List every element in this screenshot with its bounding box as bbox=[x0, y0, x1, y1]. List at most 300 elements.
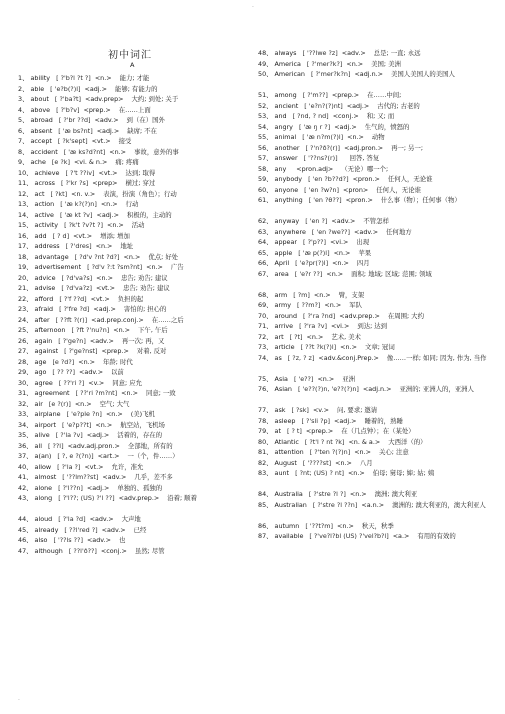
entry-meaning: 到达; 达到 bbox=[357, 322, 388, 330]
entry-meaning: 一（个，件……） bbox=[127, 452, 179, 460]
entry-phonetic: [ ?'t ??iv] bbox=[65, 168, 95, 177]
entry-word: as bbox=[274, 353, 282, 362]
entry-number: 63、 bbox=[258, 227, 273, 236]
entry-word: afraid bbox=[34, 305, 54, 313]
entry-word: attention bbox=[274, 448, 304, 456]
entry-phonetic: [ 'æ kt ?v] bbox=[59, 210, 93, 219]
entry-phonetic: [ 'e?p??t] bbox=[61, 420, 92, 429]
entry-number: 33、 bbox=[18, 410, 33, 418]
vocab-entry bbox=[18, 273, 244, 284]
entry-meaning: 忠告; 劝告; 建议 bbox=[120, 273, 168, 282]
entry-meaning: 允许，准允 bbox=[111, 462, 144, 471]
entry-part-of-speech: <prep.> bbox=[101, 347, 129, 355]
entry-number: 27、 bbox=[18, 347, 33, 355]
entry-word: afford bbox=[34, 294, 54, 303]
entry-part-of-speech: <n.> bbox=[354, 448, 371, 456]
entry-phonetic: [ ?'ge?n] bbox=[58, 336, 86, 345]
entry-number: 81、 bbox=[258, 448, 273, 456]
entry-part-of-speech: <vt.> bbox=[84, 462, 104, 471]
entry-meaning: 亚洲 bbox=[342, 374, 356, 383]
entry-word: answer bbox=[274, 154, 298, 162]
vocab-entry bbox=[258, 164, 490, 175]
entry-part-of-speech: <n.> bbox=[324, 301, 342, 309]
entry-word: agreement bbox=[34, 389, 70, 397]
entry-phonetic: [ ?nd, ? nd] bbox=[292, 112, 329, 120]
vocab-entry bbox=[18, 304, 244, 315]
entry-meaning: 单独的、孤独的 bbox=[117, 483, 163, 492]
entry-meaning: 在……中间; bbox=[367, 91, 402, 99]
entry-word: American bbox=[274, 70, 305, 78]
entry-word: allow bbox=[34, 462, 52, 471]
entry-meaning: 和; 又; 而 bbox=[366, 112, 395, 120]
entry-part-of-speech: <n.> bbox=[105, 410, 123, 418]
entry-phonetic: [ '??t?m] bbox=[305, 521, 334, 530]
entry-phonetic: [ ?d'va?s] bbox=[61, 273, 93, 282]
entry-word: article bbox=[274, 343, 295, 351]
entry-word: anything bbox=[274, 196, 303, 204]
entry-meaning: 也 bbox=[118, 536, 126, 544]
vocab-entry bbox=[258, 185, 490, 196]
entry-part-of-speech: <adj.n.> bbox=[362, 385, 392, 393]
entry-phonetic: [ ? d] bbox=[52, 231, 70, 240]
entry-meaning: 达到; 取得 bbox=[125, 168, 156, 177]
vocab-entry bbox=[18, 126, 244, 137]
entry-number: 60、 bbox=[258, 185, 273, 194]
entry-meaning: 地址 bbox=[120, 242, 134, 250]
entry-part-of-speech: <n. v.> bbox=[71, 189, 96, 198]
entry-number: 76、 bbox=[258, 385, 273, 393]
entry-number: 4、 bbox=[18, 105, 29, 114]
entry-part-of-speech: <ad.prep.conj.> bbox=[91, 315, 144, 324]
entry-meaning: 古代的; 古老的 bbox=[377, 101, 420, 110]
entry-part-of-speech: <adv.> bbox=[94, 116, 119, 124]
entry-phonetic: [e ?k] bbox=[51, 158, 70, 166]
vocab-entry bbox=[258, 384, 490, 405]
vocab-entry bbox=[258, 290, 490, 301]
entry-phonetic: [ ?k'sept] bbox=[57, 137, 88, 145]
entry-word: anyone bbox=[274, 185, 299, 194]
entry-phonetic: [ ?'l??; (US) ?'l ??] bbox=[58, 494, 115, 502]
entry-phonetic: [ ?t] bbox=[289, 332, 303, 341]
entry-word: area bbox=[274, 269, 289, 278]
entry-phonetic: [ 'e??(?)n, 'e??(?)n] bbox=[297, 385, 359, 393]
vocab-entry bbox=[18, 84, 244, 95]
entry-part-of-speech: <n.> bbox=[113, 326, 131, 334]
entry-part-of-speech: <adv.> bbox=[86, 536, 111, 544]
entry-part-of-speech: <n.> bbox=[123, 252, 141, 261]
entry-phonetic: [ ?'mer?k?n] bbox=[310, 70, 351, 78]
vocab-entry bbox=[18, 115, 244, 126]
entry-phonetic: [ ?'la ?d] bbox=[58, 515, 86, 523]
vocab-entry bbox=[18, 231, 244, 242]
entry-word: anywhere bbox=[274, 227, 306, 236]
vocab-entry bbox=[258, 258, 490, 269]
entry-number: 83、 bbox=[258, 469, 273, 477]
entry-phonetic: [ 'e?r ??] bbox=[294, 269, 323, 278]
entry-word: aloud bbox=[34, 515, 53, 523]
vocab-entry bbox=[18, 472, 244, 483]
entry-number: 32、 bbox=[18, 399, 33, 408]
entry-part-of-speech: <art.> bbox=[97, 452, 120, 460]
entry-part-of-speech: <adv.> bbox=[89, 515, 114, 523]
vocab-entry bbox=[18, 451, 244, 462]
vocab-entry bbox=[258, 48, 490, 59]
entry-part-of-speech: <prep> bbox=[92, 179, 118, 187]
entry-part-of-speech: <n.> bbox=[95, 242, 113, 250]
entry-word: America bbox=[274, 59, 301, 68]
vocab-entry bbox=[18, 168, 244, 179]
entry-meaning: 已经 bbox=[133, 525, 147, 534]
entry-phonetic: [ ??'ri ?m?nt] bbox=[75, 389, 118, 397]
entry-phonetic: [ ??t ?k(?)l] bbox=[300, 343, 337, 351]
entry-phonetic: [ ?'dres] bbox=[65, 242, 92, 250]
entry-meaning: 任何人，无论谁 bbox=[387, 175, 433, 183]
entry-meaning: 问, 要求; 邀请 bbox=[336, 406, 378, 414]
vocab-entry bbox=[258, 122, 490, 133]
entry-meaning: 几乎，差不多 bbox=[134, 473, 173, 481]
entry-word: arm bbox=[274, 290, 288, 299]
entry-phonetic: [ ??ft ?(r)] bbox=[55, 315, 88, 324]
vocab-entry bbox=[18, 199, 244, 210]
entry-part-of-speech: <adj.> bbox=[86, 431, 110, 439]
entry-word: accept bbox=[30, 137, 52, 145]
entry-meaning: 能够; 有能力的 bbox=[114, 84, 158, 93]
entry-word: already bbox=[34, 525, 59, 534]
entry-word: advertisement bbox=[34, 263, 82, 271]
entry-meaning: 出现 bbox=[356, 238, 370, 246]
entry-meaning: 大声地 bbox=[121, 515, 141, 523]
entry-part-of-speech: <adv.prep> bbox=[84, 95, 124, 103]
vocab-entry bbox=[258, 300, 490, 311]
entry-part-of-speech: <n.> bbox=[121, 389, 138, 397]
entry-meaning: 沿着; 顺着 bbox=[167, 494, 197, 502]
vocab-entry bbox=[258, 489, 490, 500]
vocab-entry bbox=[258, 132, 490, 143]
entry-number: 10、 bbox=[18, 168, 33, 177]
entry-phonetic: [ ?'ten ?(?)n] bbox=[309, 448, 351, 456]
entry-meaning: 害怕的; 担心的 bbox=[123, 305, 167, 313]
entry-part-of-speech: <n.> bbox=[95, 420, 113, 429]
section-letter: A bbox=[130, 61, 135, 69]
entry-meaning: 亚洲的; 亚洲人的，亚洲人 bbox=[399, 385, 474, 393]
entry-number: 17、 bbox=[18, 242, 33, 250]
vocab-entry bbox=[18, 546, 244, 557]
entry-part-of-speech: <n.> bbox=[78, 357, 96, 366]
entry-word: airport bbox=[34, 420, 56, 429]
entry-part-of-speech: <adv.> bbox=[331, 217, 356, 225]
entry-number: 87、 bbox=[258, 532, 273, 540]
right-entry-list bbox=[258, 48, 490, 552]
entry-number: 80、 bbox=[258, 437, 273, 446]
entry-part-of-speech: <pron> bbox=[343, 185, 369, 194]
entry-part-of-speech: <n.> bbox=[74, 399, 92, 408]
vocab-entry bbox=[258, 153, 490, 164]
entry-phonetic: [ ?'stre ?l ??n] bbox=[312, 500, 358, 509]
entry-word: along bbox=[34, 494, 53, 502]
entry-phonetic: [ 'æ p(?)l] bbox=[298, 248, 330, 257]
entry-part-of-speech: <a.> bbox=[392, 532, 410, 540]
vocab-entry bbox=[258, 405, 490, 416]
entry-number: 69、 bbox=[258, 301, 273, 309]
entry-number: 29、 bbox=[18, 368, 33, 376]
entry-meaning: 优点; 好处 bbox=[148, 252, 179, 261]
entry-part-of-speech: <vt.> bbox=[91, 137, 111, 145]
entry-word: ancient bbox=[274, 101, 299, 110]
entry-word: also bbox=[34, 536, 48, 544]
entry-word: add bbox=[34, 231, 47, 240]
entry-number: 25、 bbox=[18, 326, 33, 334]
entry-part-of-speech: <a.n.> bbox=[361, 500, 385, 509]
vocab-entry bbox=[258, 521, 490, 532]
entry-phonetic: [ '??ls ??] bbox=[53, 536, 83, 544]
vocab-entry bbox=[18, 535, 244, 546]
entry-meaning: 睡着的，熟睡 bbox=[364, 416, 403, 425]
entry-meaning: 以前 bbox=[111, 368, 124, 376]
entry-phonetic: [ ?'la ?] bbox=[57, 462, 81, 471]
entry-number: 70、 bbox=[258, 311, 273, 320]
vocab-entry bbox=[258, 101, 490, 112]
entry-part-of-speech: <n.> bbox=[333, 248, 351, 257]
entry-meaning: 在……之后 bbox=[151, 315, 184, 324]
entry-meaning: 活动 bbox=[131, 221, 145, 229]
vocab-entry bbox=[18, 315, 244, 326]
entry-phonetic: [ ?kt] bbox=[50, 189, 68, 198]
entry-number: 66、 bbox=[258, 259, 273, 267]
entry-meaning: 空气; 大气 bbox=[99, 399, 130, 408]
vocab-entry bbox=[258, 458, 490, 469]
vocab-entry bbox=[258, 269, 490, 290]
entry-word: ability bbox=[30, 74, 51, 82]
entry-part-of-speech: <adj.> bbox=[334, 122, 357, 131]
entry-meaning: 接受 bbox=[118, 137, 132, 145]
entry-word: Australian bbox=[274, 500, 307, 509]
left-entry-list bbox=[18, 73, 244, 556]
vocab-entry bbox=[258, 90, 490, 101]
entry-phonetic: [ ? t] bbox=[286, 427, 302, 435]
entry-part-of-speech: <adj.> bbox=[96, 126, 120, 135]
entry-part-of-speech: <adv.> bbox=[102, 473, 127, 481]
entry-part-of-speech: <vt.> bbox=[90, 294, 110, 303]
entry-number: 64、 bbox=[258, 238, 273, 246]
entry-meaning: 艺术, 美术 bbox=[331, 332, 361, 341]
entry-word: another bbox=[274, 143, 300, 152]
entry-number: 74、 bbox=[258, 353, 273, 362]
entry-number: 9、 bbox=[18, 158, 29, 166]
entry-number: 22、 bbox=[18, 294, 33, 303]
entry-meaning: 全部地，所有的 bbox=[127, 441, 173, 450]
entry-phonetic: [ 'en ?θ??] bbox=[308, 196, 342, 204]
entry-phonetic: [ ?'ra ?nd] bbox=[303, 311, 336, 320]
entry-meaning: 能力; 才能 bbox=[119, 74, 150, 82]
vocab-entry bbox=[18, 399, 244, 410]
vocab-entry bbox=[258, 237, 490, 248]
entry-word: alive bbox=[34, 431, 50, 439]
vocab-entry bbox=[18, 262, 244, 273]
entry-number: 13、 bbox=[18, 200, 33, 208]
entry-number: 52、 bbox=[258, 101, 273, 110]
vocab-entry bbox=[258, 111, 490, 122]
entry-phonetic: [ ?d'v ?:t ?sm?nt] bbox=[87, 263, 143, 271]
entry-part-of-speech: <adv.&conj.Prep.> bbox=[318, 353, 379, 362]
entry-phonetic: [ ?m] bbox=[293, 290, 310, 299]
entry-meaning: 美国; 美洲 bbox=[371, 59, 401, 68]
entry-number: 42、 bbox=[18, 483, 33, 492]
entry-part-of-speech: <n.> bbox=[96, 273, 113, 282]
entry-meaning: 大约; 到处; 关于 bbox=[131, 95, 179, 103]
entry-part-of-speech: <n.> bbox=[349, 490, 367, 498]
vocab-entry bbox=[18, 378, 244, 389]
vocab-entry bbox=[258, 353, 490, 374]
entry-part-of-speech: <adj.> bbox=[346, 101, 370, 110]
entry-meaning: 苹果 bbox=[358, 248, 372, 257]
entry-word: again bbox=[34, 336, 53, 345]
entry-number: 50、 bbox=[258, 70, 273, 78]
vocab-entry bbox=[18, 409, 244, 420]
entry-number: 20、 bbox=[18, 273, 33, 282]
entry-word: active bbox=[34, 210, 54, 219]
entry-phonetic: [ ?'la ?v] bbox=[55, 431, 83, 439]
vocab-entry bbox=[18, 147, 244, 158]
entry-number: 84、 bbox=[258, 490, 273, 498]
vocab-entry bbox=[258, 374, 490, 385]
entry-meaning: 痛; 疼痛 bbox=[115, 158, 139, 166]
entry-part-of-speech: <adv.prep.> bbox=[118, 494, 160, 502]
entry-word: always bbox=[274, 49, 297, 57]
entry-word: anybody bbox=[274, 175, 303, 183]
entry-number: 36、 bbox=[18, 441, 33, 450]
entry-part-of-speech: <vt.> bbox=[96, 284, 116, 292]
vocab-entry bbox=[18, 283, 244, 294]
entry-part-of-speech: <vt.> bbox=[73, 231, 93, 240]
entry-phonetic: [ ?d'va?z] bbox=[61, 284, 92, 292]
entry-number: 14、 bbox=[18, 210, 33, 219]
entry-number: 34、 bbox=[18, 420, 33, 429]
entry-number: 47、 bbox=[18, 546, 33, 555]
entry-word: at bbox=[274, 427, 281, 435]
entry-phonetic: [ ?? ??] bbox=[52, 368, 76, 376]
entry-word: among bbox=[274, 91, 297, 99]
entry-phonetic: [ ?z, ? z] bbox=[287, 353, 315, 362]
vocab-entry bbox=[258, 174, 490, 185]
entry-meaning: 航空站，飞机场 bbox=[120, 420, 165, 429]
entry-part-of-speech: <vi. & n.> bbox=[73, 158, 108, 166]
entry-part-of-speech: <n.> bbox=[317, 374, 335, 383]
entry-phonetic: [ ?'stre ?l ?] bbox=[308, 490, 346, 498]
entry-word: advantage bbox=[34, 252, 69, 261]
vocab-entry bbox=[18, 357, 244, 368]
entry-phonetic: [ 'en ?] bbox=[305, 217, 328, 225]
entry-number: 62、 bbox=[258, 217, 273, 225]
entry-number: 77、 bbox=[258, 406, 273, 414]
entry-number: 23、 bbox=[18, 305, 33, 313]
entry-meaning: 积极的，主动的 bbox=[126, 210, 172, 219]
entry-meaning: 军队 bbox=[349, 301, 362, 309]
top-mark: · bbox=[252, 4, 254, 11]
entry-part-of-speech: <n.> bbox=[346, 59, 364, 68]
vocab-entry bbox=[258, 143, 490, 154]
vocab-entry bbox=[18, 514, 244, 525]
entry-number: 31、 bbox=[18, 389, 33, 397]
entry-word: against bbox=[34, 347, 59, 355]
entry-word: afternoon bbox=[34, 326, 66, 334]
entry-number: 2、 bbox=[18, 84, 29, 93]
vocab-entry bbox=[18, 325, 244, 336]
entry-meaning: 事故，意外的事 bbox=[134, 147, 179, 156]
entry-phonetic: [ ?'b?v] bbox=[56, 105, 80, 114]
entry-phonetic: [e ?d?] bbox=[52, 357, 75, 366]
entry-phonetic: [ ?'n?ð?(r)] bbox=[305, 143, 341, 152]
vocab-entry bbox=[18, 483, 244, 494]
entry-meaning: 大西洋（的） bbox=[388, 437, 427, 446]
entry-phonetic: [ 'en ?b??d?] bbox=[308, 175, 349, 183]
entry-word: although bbox=[34, 546, 63, 555]
entry-part-of-speech: <adj.> bbox=[84, 84, 107, 93]
entry-number: 44、 bbox=[18, 515, 33, 523]
entry-number: 58、 bbox=[258, 164, 273, 173]
entry-meaning: 同意; 应允 bbox=[112, 378, 143, 387]
entry-phonetic: [ '????st] bbox=[302, 458, 332, 467]
entry-number: 18、 bbox=[18, 252, 33, 261]
entry-phonetic: [ 'æ ŋ r ?] bbox=[298, 122, 331, 131]
entry-part-of-speech: <prep.> bbox=[83, 105, 111, 114]
entry-phonetic: [ 'en ?w?n] bbox=[304, 185, 340, 194]
entry-number: 37、 bbox=[18, 452, 33, 460]
vocab-entry bbox=[18, 525, 244, 536]
vocab-entry bbox=[258, 500, 490, 521]
entry-part-of-speech: <n.> bbox=[337, 521, 354, 530]
entry-phonetic: [ 'æ bs?nt] bbox=[58, 126, 93, 135]
entry-number: 67、 bbox=[258, 269, 273, 278]
entry-phonetic: [e ?(r)] bbox=[48, 399, 71, 408]
entry-number: 24、 bbox=[18, 315, 33, 324]
entry-word: ago bbox=[34, 368, 47, 376]
entry-number: 3、 bbox=[18, 95, 29, 103]
entry-number: 86、 bbox=[258, 521, 273, 530]
entry-number: 7、 bbox=[18, 137, 29, 145]
entry-word: activity bbox=[34, 221, 59, 229]
entry-phonetic: [ ?'br ??d] bbox=[58, 116, 91, 124]
entry-number: 71、 bbox=[258, 322, 273, 330]
entry-meaning: 文章; 冠词 bbox=[364, 343, 395, 351]
entry-phonetic: [ ?'p??] bbox=[303, 238, 327, 246]
entry-number: 5、 bbox=[18, 116, 29, 124]
entry-part-of-speech: <prep.> bbox=[305, 427, 334, 435]
entry-phonetic: [ 'e?ple ?n] bbox=[66, 410, 102, 418]
entry-part-of-speech: <adj.pron.> bbox=[344, 143, 384, 152]
entry-phonetic: [ ??l] bbox=[48, 441, 64, 450]
entry-number: 78、 bbox=[258, 416, 273, 425]
vocab-entry bbox=[18, 136, 244, 147]
vocab-entry bbox=[18, 220, 244, 231]
entry-part-of-speech: <adv.prep.> bbox=[339, 311, 380, 320]
entry-word: act bbox=[34, 189, 45, 198]
entry-number: 72、 bbox=[258, 332, 273, 341]
entry-phonetic: [ ?t'l ? nt ?k] bbox=[304, 437, 345, 446]
entry-phonetic: [ 'e?pr(?)l] bbox=[295, 259, 329, 267]
entry-part-of-speech: <n.> bbox=[326, 269, 344, 278]
entry-number: 56、 bbox=[258, 143, 273, 152]
entry-phonetic: [ ?'b?l ?t ?] bbox=[56, 74, 91, 82]
entry-meaning: 同意; 一致 bbox=[145, 389, 176, 397]
entry-phonetic: [ ?'ra ?v] bbox=[299, 322, 328, 330]
vocab-entry bbox=[18, 189, 244, 200]
vocab-entry bbox=[258, 447, 490, 458]
vocab-entry bbox=[258, 195, 490, 216]
entry-meaning: 伯母; 舅母; 婶; 姑; 姨 bbox=[372, 469, 435, 477]
entry-meaning: 澳洲的; 澳大利亚的，澳大利亚人 bbox=[392, 500, 486, 509]
entry-word: age bbox=[34, 357, 47, 366]
entry-part-of-speech: <n.> bbox=[107, 221, 124, 229]
